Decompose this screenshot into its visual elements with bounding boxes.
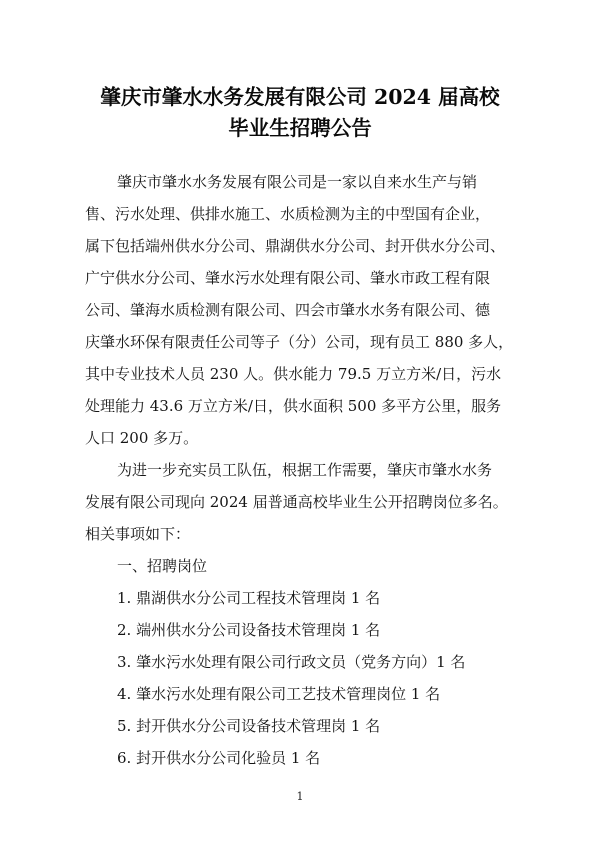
section-heading: 一、招聘岗位 (117, 557, 208, 575)
paragraph-2-line: 发展有限公司现向 2024 届普通高校毕业生公开招聘岗位多名。 (85, 493, 508, 511)
page-number: 1 (296, 790, 304, 803)
document-title-line-2: 毕业生招聘公告 (228, 116, 372, 140)
paragraph-1-line: 售、污水处理、供排水施工、水质检测为主的中型国有企业， (85, 205, 491, 223)
paragraph-1-line: 公司、肇海水质检测有限公司、四会市肇水水务有限公司、德 (85, 301, 491, 319)
position-list-item: 2. 端州供水分公司设备技术管理岗 1 名 (117, 621, 381, 639)
position-list-item: 4. 肇水污水处理有限公司工艺技术管理岗位 1 名 (117, 685, 441, 703)
paragraph-1-line: 其中专业技术人员 230 人。供水能力 79.5 万立方米/日，污水 (85, 365, 502, 383)
paragraph-2-line: 为进一步充实员工队伍，根据工作需要，肇庆市肇水水务 (117, 461, 493, 479)
paragraph-1-line: 庆肇水环保有限责任公司等子（分）公司，现有员工 880 多人， (85, 333, 514, 351)
paragraph-1-line: 处理能力 43.6 万立方米/日，供水面积 500 多平方公里，服务 (85, 397, 502, 415)
position-list-item: 1. 鼎湖供水分公司工程技术管理岗 1 名 (117, 589, 381, 607)
paragraph-1-line: 肇庆市肇水水务发展有限公司是一家以自来水生产与销 (117, 173, 478, 191)
paragraph-2-line: 相关事项如下： (85, 525, 191, 543)
position-list-item: 3. 肇水污水处理有限公司行政文员（党务方向）1 名 (117, 653, 466, 671)
position-list-item: 5. 封开供水分公司设备技术管理岗 1 名 (117, 717, 381, 735)
paragraph-1-line: 人口 200 多万。 (85, 429, 199, 447)
position-list-item: 6. 封开供水分公司化验员 1 名 (117, 749, 321, 767)
paragraph-1-line: 广宁供水分公司、肇水污水处理有限公司、肇水市政工程有限 (85, 269, 491, 287)
document-title-line-1: 肇庆市肇水水务发展有限公司 2024 届高校 (100, 85, 500, 109)
paragraph-1-line: 属下包括端州供水分公司、鼎湖供水分公司、封开供水分公司、 (85, 237, 506, 255)
